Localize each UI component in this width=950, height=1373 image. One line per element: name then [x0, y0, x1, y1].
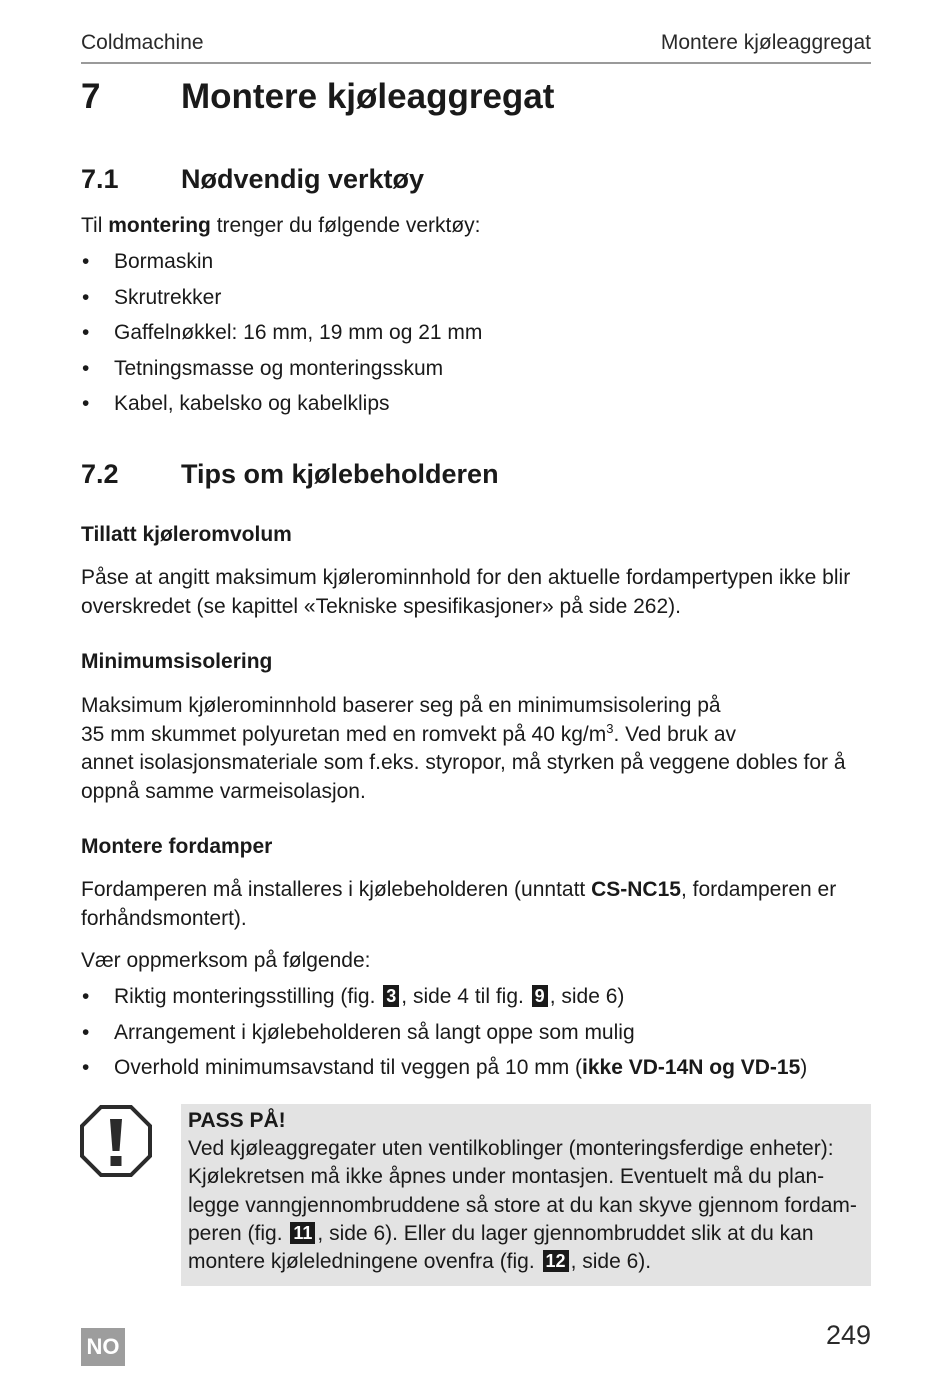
notice-line: Kjølekretsen må ikke åpnes under montasjen. Eventuelt må du plan-: [188, 1165, 825, 1189]
subheading-mount-evaporator: Montere fordamper: [81, 835, 273, 858]
intro-text: Til: [81, 214, 109, 237]
notice-title: PASS PÅ!: [188, 1109, 286, 1132]
figure-ref-badge: 9: [532, 985, 548, 1007]
paragraph-line: oppnå samme varmeisolasjon.: [81, 779, 366, 803]
section-heading-7-1: [81, 164, 871, 198]
paragraph-line: Påse at angitt maksimum kjølerominnhold for den aktuelle fordampertypen ikke blir: [81, 566, 851, 589]
insulation-paragraph: [81, 692, 873, 806]
caution-notice: [181, 1104, 871, 1286]
octagon-exclamation-icon: [80, 1105, 152, 1177]
evaporator-paragraph: [81, 876, 873, 933]
notice-line: peren (fig. 11 , side 6). Eller du lager gjennombruddet slik at du kan: [188, 1221, 814, 1245]
chapter-title: Montere kjøleaggregat: [181, 77, 555, 116]
figure-ref-badge: 3: [383, 985, 399, 1007]
list-item: • Bormaskin: [81, 248, 871, 284]
paragraph-line: forhåndsmontert).: [81, 906, 247, 930]
paragraph-line: overskredet (se kapittel «Tekniske spesifikasjoner» på side 262).: [81, 594, 681, 618]
running-header-left: Coldmachine: [81, 31, 204, 54]
paragraph-line: annet isolasjonsmateriale som f.eks. styropor, må styrken på veggene dobles for å: [81, 751, 846, 774]
list-item: • Skrutrekker: [81, 284, 871, 320]
figure-ref-badge: 12: [543, 1250, 569, 1272]
language-badge: NO: [81, 1328, 125, 1366]
section-number: 7.1: [81, 164, 119, 194]
chapter-number: 7: [81, 77, 101, 116]
section-title: Nødvendig verktøy: [181, 164, 425, 194]
cooling-volume-paragraph: [81, 564, 873, 621]
evaporator-list: [81, 983, 871, 1090]
tools-list: [81, 248, 871, 426]
list-item: • Gaffelnøkkel: 16 mm, 19 mm og 21 mm: [81, 319, 871, 355]
notice-body: [188, 1135, 864, 1276]
list-item: • Riktig monteringsstilling (fig. 3 , side 4 til fig. 9 , side 6): [81, 983, 871, 1019]
model-exception: ikke VD-14N og VD-15: [582, 1056, 801, 1079]
attention-intro: Vær oppmerksom på følgende:: [81, 949, 371, 972]
list-item: • Kabel, kabelsko og kabelklips: [81, 390, 871, 426]
subheading-cooling-volume: Tillatt kjøleromvolum: [81, 523, 292, 546]
figure-ref-badge: 11: [290, 1222, 315, 1244]
section-number: 7.2: [81, 459, 119, 489]
running-header-right: Montere kjøleaggregat: [660, 31, 871, 54]
superscript: 3: [606, 720, 614, 736]
subheading-minimum-insulation: Minimumsisolering: [81, 650, 273, 673]
notice-line: montere kjøleledningene ovenfra (fig. 12 , side 6).: [188, 1250, 652, 1274]
intro-bold: montering: [108, 214, 211, 237]
intro-text: trenger du følgende verktøy:: [210, 214, 481, 237]
notice-line: legge vanngjennombruddene så store at du kan skyve gjennom fordam-: [188, 1193, 857, 1217]
tools-intro: [81, 212, 873, 241]
list-item: • Arrangement i kjølebeholderen så langt oppe som mulig: [81, 1019, 871, 1055]
section-heading-7-2: [81, 459, 871, 493]
list-item: • Overhold minimumsavstand til veggen på 10 mm (ikke VD-14N og VD-15): [81, 1054, 871, 1090]
paragraph-line: Fordamperen må installeres i kjølebeholderen (unntatt CS-NC15, fordamperen er: [81, 878, 837, 901]
section-title: Tips om kjølebeholderen: [181, 459, 499, 489]
header-divider: [81, 62, 871, 64]
paragraph-line: Maksimum kjølerominnhold baserer seg på en minimumsisolering på: [81, 694, 721, 717]
paragraph-line: 35 mm skummet polyuretan med en romvekt på 40 $kg/m^3$. Ved bruk av: [81, 720, 737, 746]
notice-line: Ved kjøleaggregater uten ventilkoblinger (monteringsferdige enheter):: [188, 1137, 834, 1160]
model-code: CS-NC15: [591, 878, 681, 901]
page-number: 249: [825, 1320, 871, 1350]
list-item: • Tetningsmasse og monteringsskum: [81, 355, 871, 391]
